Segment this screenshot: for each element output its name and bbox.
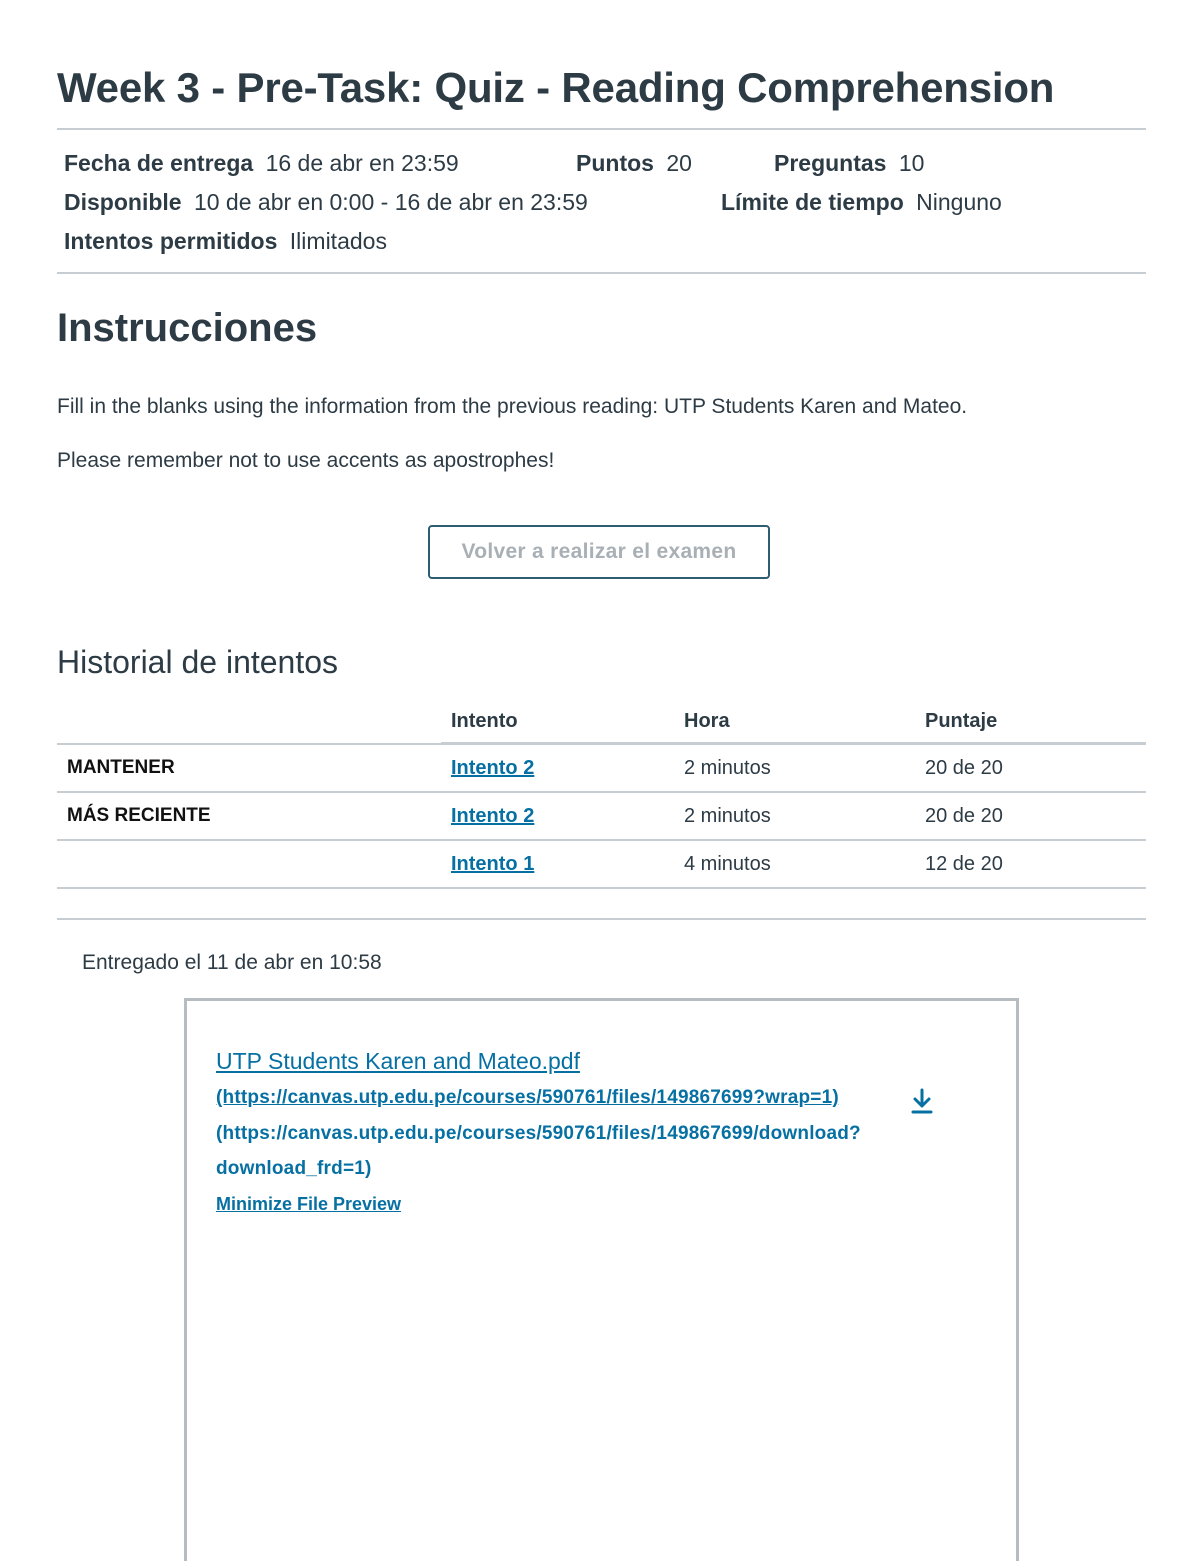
submitted-date: Entregado el 11 de abr en 10:58 (82, 951, 382, 974)
divider (57, 272, 1146, 274)
due-value: 16 de abr en 23:59 (265, 150, 459, 176)
file-url-link[interactable]: (https://canvas.utp.edu.pe/courses/590761/files/149867699?wrap=1) (216, 1087, 839, 1108)
attempt-time: 2 minutos (674, 792, 915, 840)
availability (64, 189, 588, 216)
column-header-score: Puntaje (915, 700, 1146, 744)
divider (57, 918, 1146, 920)
attempt-label: MANTENER (57, 744, 441, 793)
attempts-label: Intentos permitidos (64, 228, 278, 254)
due-label: Fecha de entrega (64, 150, 254, 176)
available-label: Disponible (64, 189, 182, 215)
table-row (57, 744, 1146, 793)
attempt-score: 12 de 20 (915, 840, 1146, 888)
questions-value: 10 (898, 150, 925, 176)
attempt-label: MÁS RECIENTE (57, 792, 441, 840)
attempt-score: 20 de 20 (915, 792, 1146, 840)
attempt-time: 4 minutos (674, 840, 915, 888)
available-value: 10 de abr en 0:00 - 16 de abr en 23:59 (193, 189, 588, 215)
instructions-heading: Instrucciones (57, 306, 318, 350)
time-limit-label: Límite de tiempo (721, 189, 904, 215)
attempt-time: 2 minutos (674, 744, 915, 793)
minimize-preview-link[interactable]: Minimize File Preview (216, 1194, 402, 1214)
table-header-row (57, 700, 1146, 744)
attempt-label (57, 840, 441, 888)
file-link[interactable]: UTP Students Karen and Mateo.pdf (216, 1048, 580, 1074)
questions (774, 150, 924, 177)
page-title: Week 3 - Pre-Task: Quiz - Reading Comprehension (57, 64, 1055, 111)
divider (57, 128, 1146, 130)
attempts-value: Ilimitados (289, 228, 387, 254)
allowed-attempts (64, 228, 387, 255)
download-icon[interactable] (909, 1087, 935, 1115)
instructions-text: Fill in the blanks using the information from the previous reading: UTP Students Karen and Mateo. (57, 395, 968, 418)
time-limit (721, 189, 1002, 216)
table-row (57, 840, 1146, 888)
attempt-link[interactable]: Intento 2 (451, 804, 535, 827)
points-label: Puntos (576, 150, 654, 176)
attempt-history-heading: Historial de intentos (57, 644, 339, 680)
questions-label: Preguntas (774, 150, 887, 176)
attempt-history-table (57, 700, 1146, 889)
attempt-link[interactable]: Intento 2 (451, 756, 535, 779)
attempt-link[interactable]: Intento 1 (451, 852, 535, 875)
points-value: 20 (666, 150, 692, 176)
column-header (57, 700, 441, 744)
table-row (57, 792, 1146, 840)
instructions-note: Please remember not to use accents as apostrophes! (57, 449, 555, 472)
time-limit-value: Ninguno (916, 189, 1002, 215)
points (576, 150, 692, 177)
column-header-time: Hora (674, 700, 915, 744)
download-url-link[interactable]: (https://canvas.utp.edu.pe/courses/590761/files/149867699/download? (216, 1123, 861, 1144)
retake-quiz-button[interactable]: Volver a realizar el examen (428, 525, 770, 579)
file-preview-panel (184, 998, 1019, 1561)
download-url-link-continued[interactable]: download_frd=1) (216, 1158, 372, 1179)
column-header-attempt: Intento (441, 700, 674, 744)
attempt-score: 20 de 20 (915, 744, 1146, 793)
due-date (64, 150, 459, 177)
